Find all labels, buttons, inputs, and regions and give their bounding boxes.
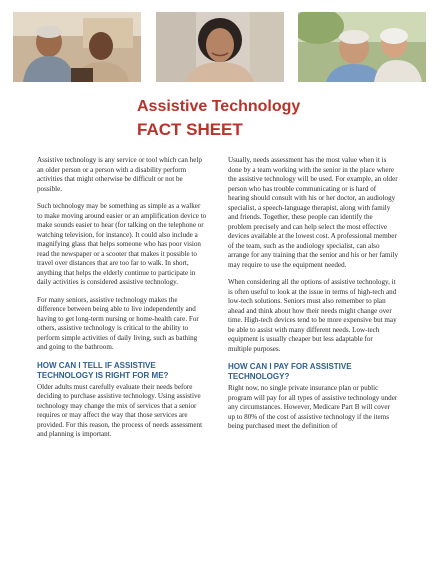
older-couple-photo bbox=[298, 12, 426, 82]
two-older-men-photo bbox=[13, 12, 141, 82]
paragraph: For many seniors, assistive technology makes the difference between being able to live independently and having to get long-term nursing or home-health care. For others, assistive technology is critical to the ability to perform simple activities of daily living, such as bathing and going to the bathroom. bbox=[37, 295, 199, 351]
paragraph: Such technology may be something as simple as a walker to make moving around easier or an amplification device to make sounds easier to hear (for talking on the telephone or watching television, for instance). It could also include a magnifying glass that helps someone who has poor vision read the newspaper or a scooter that makes it possible to travel over distances that are too far to walk. In short, anything that helps the elderly continue to participate in daily activities is considered assistive technology. bbox=[37, 202, 207, 286]
paragraph: Assistive technology is any service or tool which can help an older person or a person with a disability perform activities that might otherwise be difficult or not be possible. bbox=[37, 156, 202, 193]
right-column bbox=[228, 156, 398, 440]
older-woman-photo bbox=[156, 12, 284, 82]
section-heading: HOW CAN I TELL IF ASSISTIVE TECHNOLOGY IS RIGHT FOR ME? bbox=[37, 360, 169, 380]
page-title: Assistive Technology bbox=[137, 98, 301, 115]
section-heading: HOW CAN I PAY FOR ASSISTIVE TECHNOLOGY? bbox=[228, 362, 352, 381]
paragraph: Usually, needs assessment has the most value when it is done by a team working with the senior in the place where the assistive technology will be used. For example, an older person who has trouble communicating or is hard of hearing should consult with his or her doctor, an audiology specialist, a speech-language therapist, along with family and friends. Together, these people can identify the problem precisely and can help select the most effective devices available at the lowest cost. A professional member of the team, such as the audiology specialist, can also arrange for any training that the senior and his or her family may require to use the equipment needed. bbox=[228, 156, 398, 269]
left-column bbox=[37, 156, 207, 448]
page-subtitle: FACT SHEET bbox=[137, 120, 243, 139]
paragraph: When considering all the options of assistive technology, it is often useful to look at the issue in terms of high-tech and low-tech solutions. Seniors must also remember to plan ahead and think about how their needs might change over time. High-tech devices tend to be more expensive but may be able to assist with many different needs. Low-tech equipment is usually cheaper but less adaptable for multiple purposes. bbox=[228, 278, 397, 353]
paragraph: Right now, no single private insurance plan or public program will pay for all types of assistive technology under any circumstances. However, Medicare Part B will cover up to 80% of the cost of assistive technology if the items being purchased meet the definition of bbox=[228, 384, 398, 430]
paragraph: Older adults must carefully evaluate their needs before deciding to purchase assistive technology. Using assistive technology may change the mix of services that a senior requires or may affect the way that those services are provided. For this reason, the process of needs assessment and planning is important. bbox=[37, 382, 203, 438]
